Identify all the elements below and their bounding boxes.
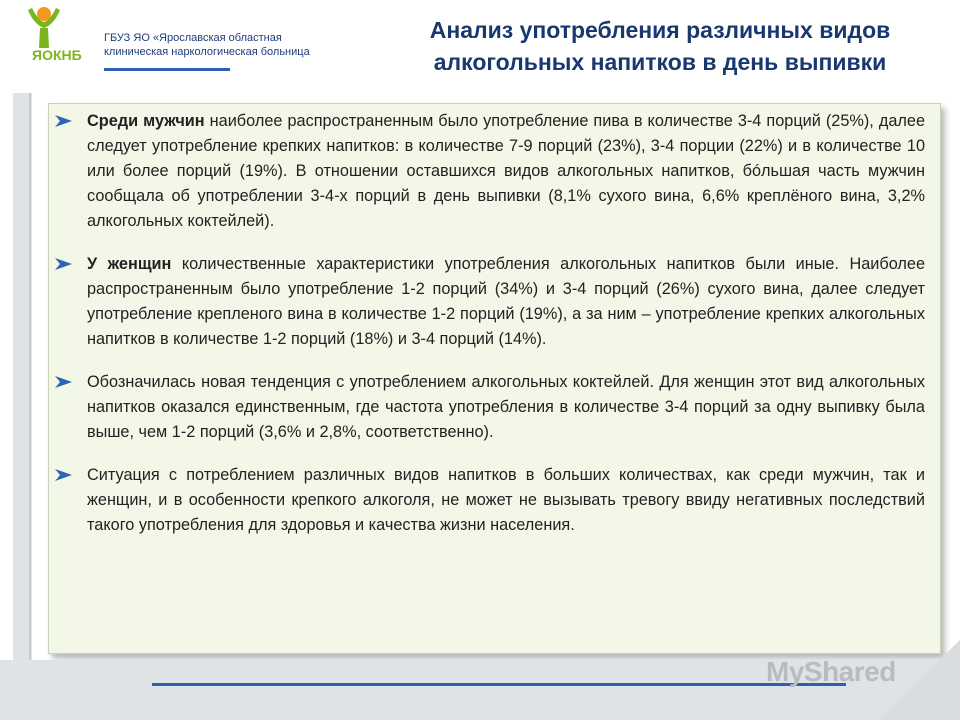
title-line-1: Анализ употребления различных видов <box>429 17 891 43</box>
slide-title <box>370 14 950 78</box>
list-item <box>79 109 925 234</box>
item-text: Ситуация с потреблением различных видов напитков в больших количествах, как среди мужчин, так и женщин, и в особенности крепкого алкоголя, не может не вызывать тревогу ввиду негативных последствий такого употребления для здоровья и качества жизни населения. <box>87 466 925 534</box>
bullet-list <box>79 109 925 556</box>
bottom-decor-line <box>152 683 846 686</box>
item-text: наиболее распространенным было употребление пива в количестве 3-4 порций (25%), далее следует употребление крепких напитков: в количестве 7-9 порций (23%), 3-4 порции (22%) и в количестве 10 или более порций (19%). В отношении оставшихся видов алкогольных напитков, бóльшая часть мужчин сообщала об употреблении 3-4-х порций в день выпивки (8,1% сухого вина, 6,6% креплёного вина, 3,2% алкогольных коктейлей). <box>87 112 925 230</box>
list-item <box>79 463 925 538</box>
content-card <box>48 103 941 654</box>
org-line-2: клиническая наркологическая больница <box>104 46 310 58</box>
org-underline <box>104 68 230 71</box>
item-text: Обозначилась новая тенденция с употреблением алкогольных коктейлей. Для женщин этот вид алкогольных напитков оказался единственным, где частота употребления в количестве 3-4 порций за одну выпивку была выше, чем 1-2 порций (3,6% и 2,8%, соответственно). <box>87 373 925 441</box>
organization-name <box>104 31 310 59</box>
title-line-2: алкогольных напитков в день выпивки <box>433 49 887 75</box>
item-text: количественные характеристики употребления алкогольных напитков были иные. Наиболее распространенным было употребление 1-2 порций (34%) и 3-4 порций (26%) сухого вина, далее следует употребление крепленого вина в количестве 1-2 порций (19%), а за ним – употребление крепких алкогольных напитков в количестве 1-2 порций (18%) и 3-4 порций (14%). <box>87 255 926 348</box>
hospital-logo <box>22 4 100 66</box>
list-item <box>79 370 925 445</box>
logo-text: ЯОКНБ <box>32 47 82 63</box>
arrow-bullet-icon <box>55 258 72 270</box>
arrow-bullet-icon <box>55 469 72 481</box>
item-lead: Среди мужчин <box>87 112 205 130</box>
arrow-bullet-icon <box>55 115 72 127</box>
watermark-text: MyShared <box>766 656 896 687</box>
list-item <box>79 252 925 352</box>
org-line-1: ГБУЗ ЯО «Ярославская областная <box>104 32 282 44</box>
slide-header <box>0 0 960 93</box>
left-decor-line <box>29 93 31 660</box>
item-lead: У женщин <box>87 255 172 273</box>
arrow-bullet-icon <box>55 376 72 388</box>
